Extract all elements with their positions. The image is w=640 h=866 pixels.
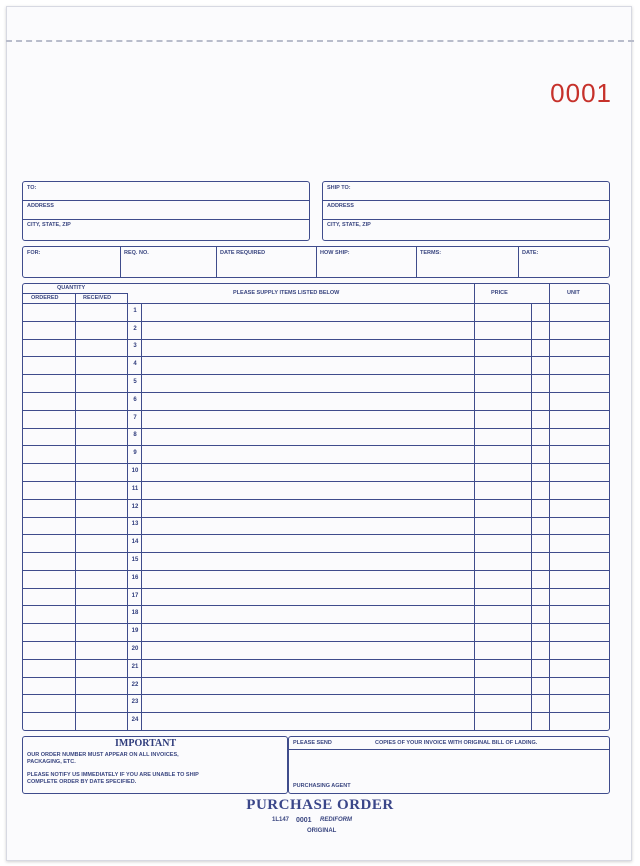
important-line-1: OUR ORDER NUMBER MUST APPEAR ON ALL INVOICES, — [27, 752, 179, 758]
serial-number: 0001 — [550, 78, 612, 108]
ship-to-label: SHIP TO: — [327, 185, 351, 191]
row-number: 18 — [131, 610, 139, 617]
brand-logo: REDIFORM — [320, 817, 352, 823]
row-number: 1 — [133, 307, 137, 314]
row-rule — [23, 588, 609, 589]
row-number: 23 — [131, 699, 139, 706]
terms-label: TERMS: — [420, 250, 442, 256]
items-table — [22, 283, 610, 731]
important-line-4: COMPLETE ORDER BY DATE SPECIFIED. — [27, 779, 137, 785]
row-number: 21 — [131, 663, 139, 670]
row-rule — [23, 677, 609, 678]
row-number: 12 — [131, 503, 139, 510]
row-rule — [23, 570, 609, 571]
row-rule — [23, 641, 609, 642]
date-label: DATE: — [522, 250, 539, 256]
please-send-label: PLEASE SEND — [293, 740, 332, 746]
row-number: 5 — [133, 379, 137, 386]
form-code: 1L147 — [272, 817, 290, 823]
row-number: 20 — [131, 645, 139, 652]
row-number: 16 — [131, 574, 139, 581]
form-title: PURCHASE ORDER — [246, 797, 394, 813]
row-rule — [23, 712, 609, 713]
row-number: 7 — [133, 414, 137, 421]
row-number: 14 — [131, 539, 139, 546]
unit-header: UNIT — [567, 290, 580, 296]
how-ship-label: HOW SHIP: — [320, 250, 350, 256]
copy-label: ORIGINAL — [307, 828, 337, 834]
to-label: TO: — [27, 185, 37, 191]
row-rule — [23, 605, 609, 606]
row-number: 3 — [133, 343, 137, 350]
important-line-2: PACKAGING, ETC. — [27, 759, 76, 765]
row-number: 24 — [131, 717, 139, 724]
row-number: 6 — [133, 396, 137, 403]
footer-number: 0001 — [296, 817, 312, 824]
received-header: RECEIVED — [83, 295, 112, 301]
ship-city-label: CITY, STATE, ZIP — [327, 222, 371, 228]
purchasing-agent-label: PURCHASING AGENT — [293, 783, 351, 789]
row-number: 22 — [131, 681, 139, 688]
row-rule — [23, 499, 609, 500]
order-info-row — [22, 246, 610, 278]
quantity-header: QUANTITY — [57, 285, 86, 291]
row-number: 4 — [133, 361, 137, 368]
row-number: 8 — [133, 432, 137, 439]
description-header: PLEASE SUPPLY ITEMS LISTED BELOW — [233, 290, 340, 296]
vendor-block — [22, 181, 310, 241]
row-number: 11 — [131, 485, 139, 492]
date-required-label: DATE REQUIRED — [220, 250, 266, 256]
row-number: 13 — [131, 521, 139, 528]
ship-address-label: ADDRESS — [327, 203, 354, 209]
row-rule — [23, 463, 609, 464]
row-rule — [23, 659, 609, 660]
row-rule — [23, 339, 609, 340]
send-block — [288, 736, 610, 794]
row-rule — [23, 392, 609, 393]
important-line-3: PLEASE NOTIFY US IMMEDIATELY IF YOU ARE UNABLE TO SHIP — [27, 772, 199, 778]
ordered-header: ORDERED — [31, 295, 59, 301]
row-rule — [23, 694, 609, 695]
important-heading: IMPORTANT — [115, 738, 177, 749]
ship-to-block — [322, 181, 610, 241]
price-header: PRICE — [491, 290, 508, 296]
copies-label: COPIES OF YOUR INVOICE WITH ORIGINAL BILL OF LADING. — [375, 740, 538, 746]
row-number: 15 — [131, 556, 139, 563]
row-rule — [23, 356, 609, 357]
row-rule — [23, 374, 609, 375]
row-rule — [23, 428, 609, 429]
row-rule — [23, 445, 609, 446]
row-number: 17 — [131, 592, 139, 599]
vendor-address-label: ADDRESS — [27, 203, 54, 209]
row-rule — [23, 552, 609, 553]
important-block — [22, 736, 288, 794]
for-label: FOR: — [27, 250, 41, 256]
row-rule — [23, 517, 609, 518]
row-rule — [23, 623, 609, 624]
row-rule — [23, 410, 609, 411]
vendor-city-label: CITY, STATE, ZIP — [27, 222, 71, 228]
row-number: 10 — [131, 468, 139, 475]
row-number: 9 — [133, 450, 137, 457]
req-no-label: REQ. NO. — [124, 250, 149, 256]
row-rule — [23, 481, 609, 482]
perforation-line — [6, 40, 634, 42]
row-number: 19 — [131, 628, 139, 635]
row-rule — [23, 534, 609, 535]
row-rule — [23, 321, 609, 322]
row-number: 2 — [133, 325, 137, 332]
